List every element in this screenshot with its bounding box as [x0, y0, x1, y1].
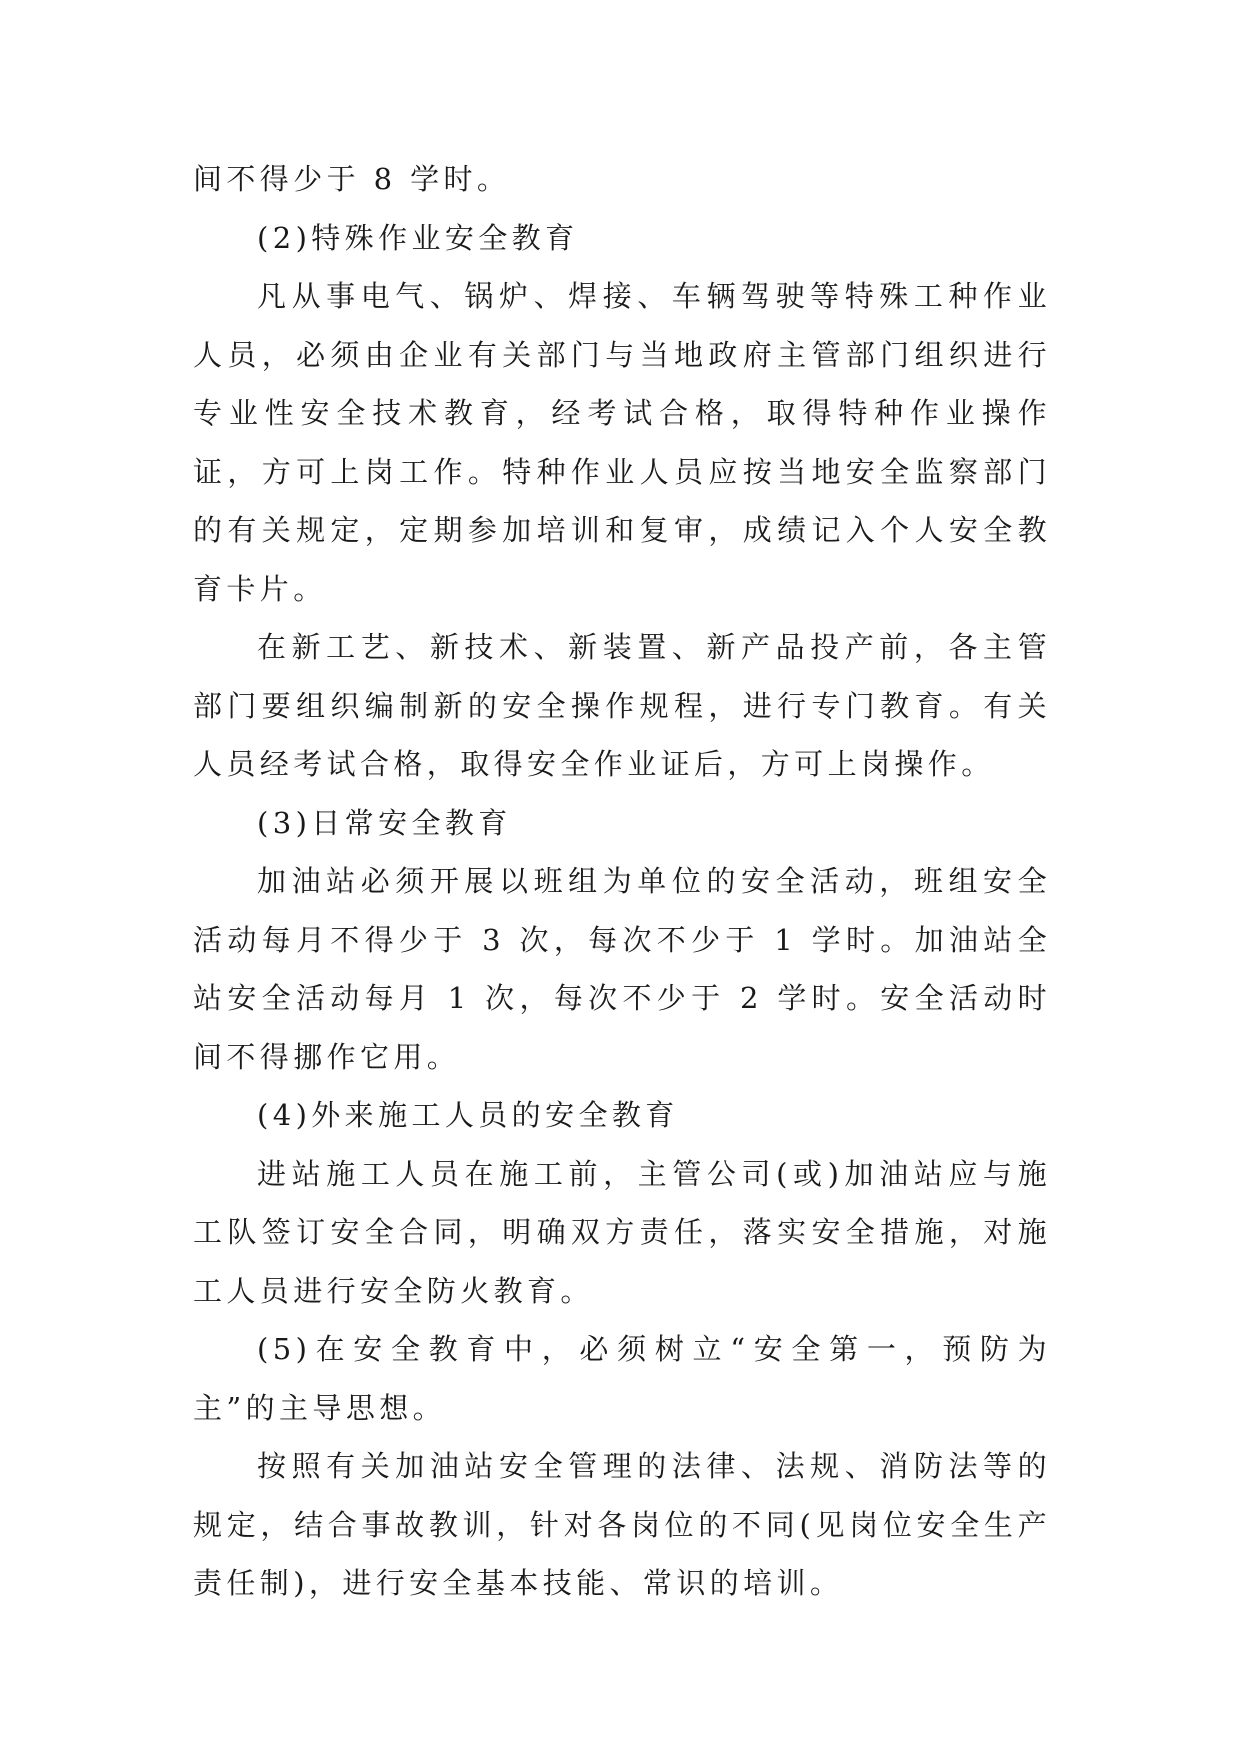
paragraph-external-workers: 进站施工人员在施工前，主管公司(或)加油站应与施工队签订安全合同，明确双方责任，落实安全措施，对施工人员进行安全防火教育。 [193, 1156, 1051, 1308]
section-heading-external-workers: (4)外来施工人员的安全教育 [257, 1098, 679, 1132]
paragraph-training: 按照有关加油站安全管理的法律、法规、消防法等的规定，结合事故教训，针对各岗位的不同(见岗位安全生产责任制)，进行安全基本技能、常识的培训。 [193, 1449, 1051, 1600]
paragraph-continuation: 间不得少于 8 学时。 [193, 162, 511, 196]
paragraph-special-operations: 凡从事电气、锅炉、焊接、车辆驾驶等特殊工种作业人员，必须由企业有关部门与当地政府主管部门组织进行专业性安全技术教育，经考试合格，取得特种作业操作证，方可上岗工作。特种作业人员应按当地安全监察部门的有关规定，定期参加培训和复审，成绩记入个人安全教育卡片。 [193, 279, 1051, 606]
paragraph-daily-education: 加油站必须开展以班组为单位的安全活动，班组安全活动每月不得少于 3 次，每次不少于 1 学时。加油站全站安全活动每月 1 次，每次不少于 2 学时。安全活动时间不得挪作它用。 [193, 864, 1051, 1074]
section-heading-special-operations: (2)特殊作业安全教育 [257, 220, 579, 255]
paragraph-new-process: 在新工艺、新技术、新装置、新产品投产前，各主管部门要组织编制新的安全操作规程，进行专门教育。有关人员经考试合格，取得安全作业证后，方可上岗操作。 [193, 630, 1051, 781]
section-heading-daily-education: (3)日常安全教育 [257, 805, 512, 840]
paragraph-safety-first: (5)在安全教育中，必须树立“安全第一，预防为主”的主导思想。 [193, 1332, 1051, 1425]
document-body [193, 150, 1051, 1613]
